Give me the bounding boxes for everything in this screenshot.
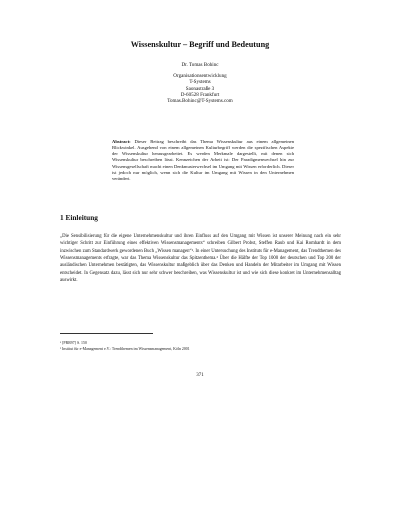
footnote: ² Institut für e-Management e.V.: Trendthemen im Wissensmanagement, Köln 2001	[60, 347, 190, 351]
page-number: 371	[196, 373, 204, 378]
affiliation-line: Saonastraße 3	[185, 85, 215, 92]
footnote-divider	[60, 333, 153, 334]
abstract-label: Abstract:	[112, 139, 131, 144]
author-block	[0, 62, 400, 104]
body-paragraph: „Die Sensibilisierung für die eigene Unternehmenskultur und ihren Einfluss auf den Umgang mit Wissen ist unserer Meinung nach ein sehr wichtiger Schritt zur Einführung eines effektiven Wissensmanagements“ schreiben Gilbert Probst, Steffen Raub und Kai Romhardt in dem inzwischen zum Standardwerk gewordenen Buch „Wissen managen“¹. In einer Untersuchung des Instituts für e-Management, das Trendthemen des Wissensmanagements erfragte, war das Thema Wissenskultur das Spitzenthema.² Über die Hälfte der Top 1000 der deutschen und Top 200 der ausländischen Unternehmen bestätigten, das Wissenskultur maßgeblich über das Denken und Handeln der Mitarbeiter im Umgang mit Wissen entscheidet. In Gegensatz dazu, lässt sich nur sehr schwer beschreiben, was Wissenskultur ist und wie sich diese konkret im Unternehmensalltag auswirkt.	[60, 234, 341, 284]
abstract	[112, 139, 294, 182]
section-heading: 1 Einleitung	[60, 213, 98, 222]
paper-title: Wissenskultur – Begriff und Bedeutung	[130, 40, 270, 49]
abstract-text: Dieser Beitrag beschreibt das Thema Wissenskultur aus einem allgemeinen Blickwinkel. Ausgehend von einem allgemeinen Kulturbegriff werden die spezifischen Aspekte der Wissenskultur herausgearbeitet. Es werden Merkmale dargestellt, mit denen sich Wissenskultur beschreiben lässt. Kennzeichen der Arbeit ist: Der Paradigmenwechsel hin zur Wissensgesellschaft macht einen Denkmusterwechsel im Umgang mit Wissen erforderlich. Dieser ist jedoch nur möglich, wenn sich die Kultur im Umgang mit Wissen in den Unternehmen verändert.	[112, 139, 294, 181]
affiliation-line: D-60528 Frankfurt	[180, 91, 220, 98]
footnote: ¹ [PRR97] S. 150	[60, 341, 87, 345]
author-name: Dr. Tomas Bohinc	[181, 62, 219, 68]
affiliation-line: T-Systems	[189, 79, 211, 86]
affiliation-line: Organisationsentwicklung	[173, 73, 227, 80]
author-email: Tomas.Bohinc@T-Systems.com	[167, 98, 233, 105]
footnotes	[60, 340, 341, 352]
